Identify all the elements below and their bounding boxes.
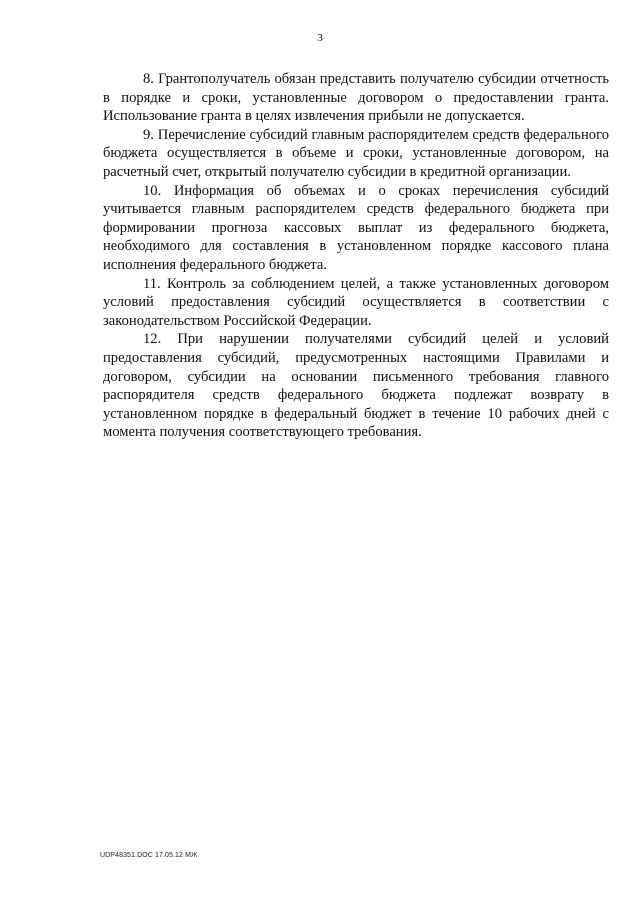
page-number: 3: [317, 32, 323, 44]
document-body: [103, 70, 609, 442]
paragraph-11: 11. Контроль за соблюдением целей, а также установленных договором условий предоставления субсидий осуществляется в соответствии с законодательством Российской Федерации.: [103, 275, 609, 329]
paragraph-8: 8. Грантополучатель обязан представить получателю субсидии отчетность в порядке и сроки, установленные договором о предоставлении гранта. Использование гранта в целях извлечения прибыли не допускается.: [103, 71, 609, 125]
paragraph-12: 12. При нарушении получателями субсидий целей и условий предоставления субсидий, предусмотренных настоящими Правилами и договором, субсидии на основании письменного требования главного распорядителя средств федерального бюджета подлежат возврату в установленном порядке в федеральный бюджет в течение 10 рабочих дней с момента получения соответствующего требования.: [103, 331, 609, 441]
paragraph-9: 9. Перечисление субсидий главным распорядителем средств федерального бюджета осуществляется в объеме и сроки, установленные договором, на расчетный счет, открытый получателю субсидии в кредитной организации.: [103, 126, 609, 180]
paragraph-10: 10. Информация об объемах и о сроках перечисления субсидий учитывается главным распорядителем средств федерального бюджета при формировании прогноза кассовых выплат из федерального бюджета, необходимого для составления в установленном порядке кассового плана исполнения федерального бюджета.: [103, 182, 609, 273]
footer-document-code: UDP48351.DOC 17.05.12 МЖ: [100, 852, 198, 859]
